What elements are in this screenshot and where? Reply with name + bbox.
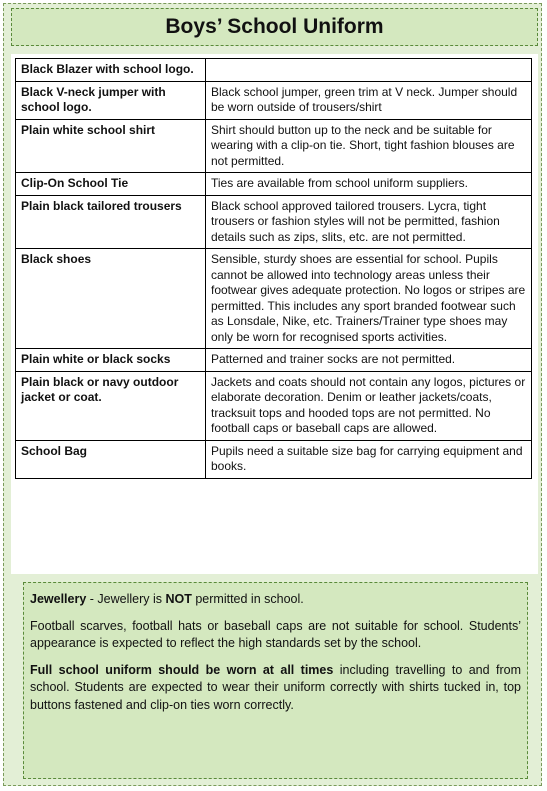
table-row xyxy=(16,81,532,119)
table-row xyxy=(16,249,532,349)
page-title: Boys’ School Uniform xyxy=(165,15,384,38)
item-cell: Clip-On School Tie xyxy=(16,173,206,196)
details-cell: Ties are available from school uniform suppliers. xyxy=(206,173,532,196)
title-banner xyxy=(11,8,538,46)
details-cell: Black school jumper, green trim at V neck. Jumper should be worn outside of trousers/shirt xyxy=(206,81,532,119)
details-cell: Patterned and trainer socks are not permitted. xyxy=(206,349,532,372)
notes-box xyxy=(23,582,528,779)
jewellery-text-pre: - Jewellery is xyxy=(86,592,166,606)
item-cell: Plain white school shirt xyxy=(16,119,206,173)
full-uniform-note xyxy=(30,662,521,715)
details-cell: Black school approved tailored trousers. Lycra, tight trousers or fashion styles will not be permitted, fashion details such as zips, slits, etc. are not permitted. xyxy=(206,195,532,249)
details-cell: Pupils need a suitable size bag for carrying equipment and books. xyxy=(206,440,532,478)
jewellery-label: Jewellery xyxy=(30,592,87,606)
table-row xyxy=(16,59,532,82)
jewellery-not: NOT xyxy=(165,592,192,606)
table-row xyxy=(16,371,532,440)
item-cell: Black shoes xyxy=(16,249,206,349)
item-cell: Plain black or navy outdoor jacket or coat. xyxy=(16,371,206,440)
item-cell: Plain white or black socks xyxy=(16,349,206,372)
item-cell: School Bag xyxy=(16,440,206,478)
details-cell: Shirt should button up to the neck and be suitable for wearing with a clip-on tie. Short, tight fashion blouses are not permitted. xyxy=(206,119,532,173)
full-uniform-bold: Full school uniform should be worn at all times xyxy=(30,662,334,677)
full-uniform-rest: including travelling to and from school. Students are expected to wear their uniform correctly with shirts tucked in, top buttons fastened and clip-on ties worn correctly. xyxy=(30,662,521,712)
item-cell: Black Blazer with school logo. xyxy=(16,59,206,82)
jewellery-note xyxy=(30,591,521,609)
table-row xyxy=(16,119,532,173)
uniform-table xyxy=(15,58,532,479)
uniform-table-container xyxy=(11,54,538,574)
appearance-note: Football scarves, football hats or baseball caps are not suitable for school. Students’ appearance is expected to reflect the high standards set by the school. xyxy=(30,618,521,650)
details-cell: Jackets and coats should not contain any logos, pictures or elaborate decoration. Denim or leather jackets/coats, tracksuit tops and hooded tops are not permitted. No football caps or baseball caps are allowed. xyxy=(206,371,532,440)
table-row xyxy=(16,440,532,478)
table-row xyxy=(16,195,532,249)
details-cell xyxy=(206,59,532,82)
details-cell: Sensible, sturdy shoes are essential for school. Pupils cannot be allowed into technology areas unless their footwear gives adequate protection. No logos or stripes are permitted. This includes any sport branded footwear such as Lonsdale, Nike, etc. Trainers/Trainer type shoes may only be worn for recognised sports activities. xyxy=(206,249,532,349)
table-row xyxy=(16,349,532,372)
jewellery-text-post: permitted in school. xyxy=(191,592,304,606)
item-cell: Black V-neck jumper with school logo. xyxy=(16,81,206,119)
table-row xyxy=(16,173,532,196)
item-cell: Plain black tailored trousers xyxy=(16,195,206,249)
